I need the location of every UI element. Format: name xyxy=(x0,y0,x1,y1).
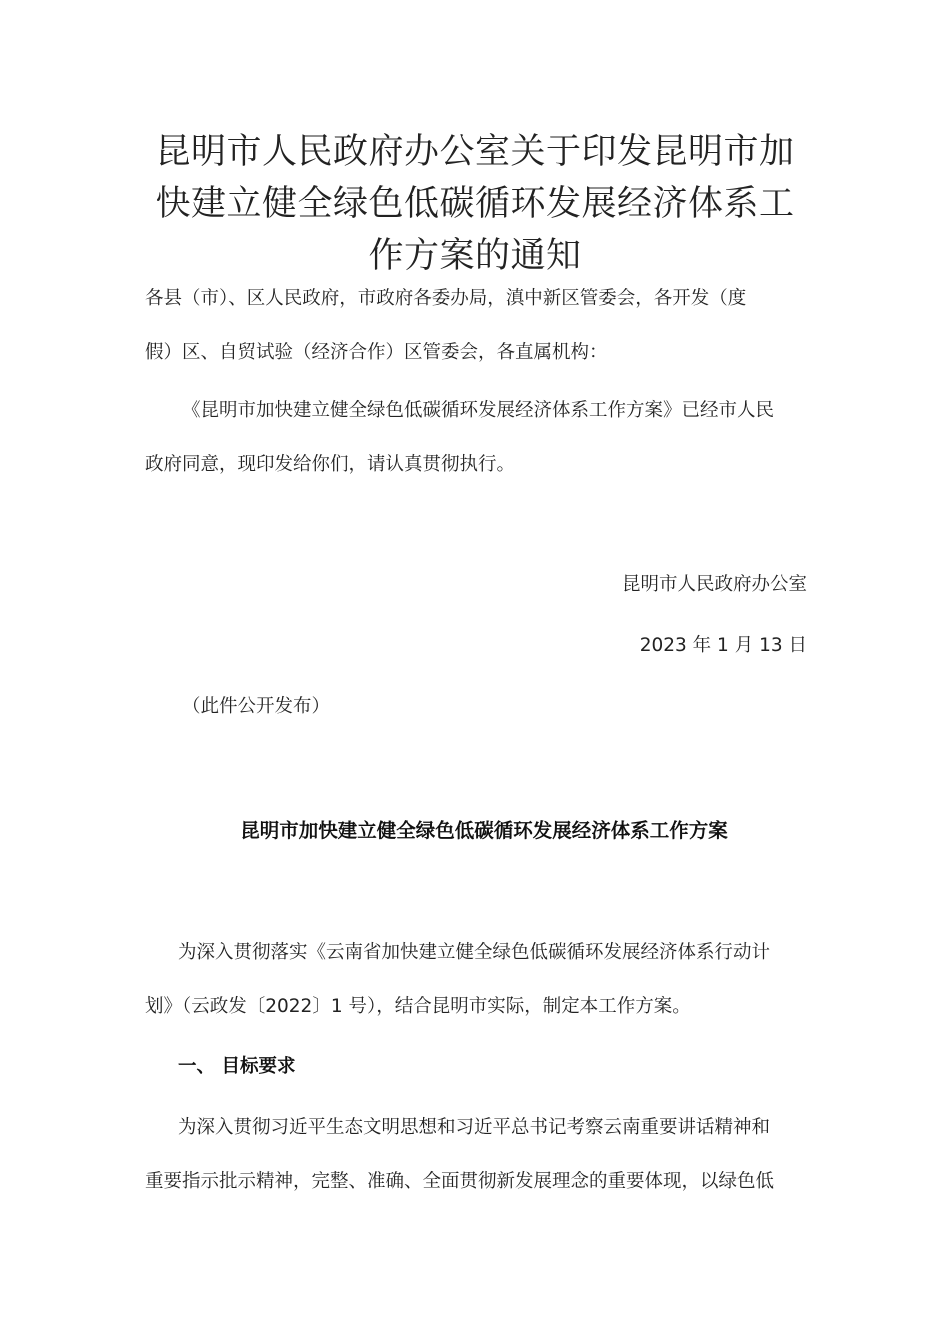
section-one-line: 为深入贯彻习近平生态文明思想和习近平总书记考察云南重要讲话精神和 xyxy=(178,1117,771,1138)
notice-line: 《昆明市加快建立健全绿色低碳循环发展经济体系工作方案》已经市人民 xyxy=(182,400,775,421)
addressee-line: 假）区、自贸试验（经济合作）区管委会，各直属机构： xyxy=(145,342,608,363)
title-line: 昆明市人民政府办公室关于印发昆明市加 xyxy=(155,132,795,172)
title-line: 作方案的通知 xyxy=(368,236,582,276)
document-title xyxy=(140,126,810,282)
section-one-paragraph xyxy=(145,1110,807,1218)
section-heading-goals: 一、 目标要求 xyxy=(178,1056,296,1077)
intro-line: 划》（云政发〔2022〕1 号），结合昆明市实际，制定本工作方案。 xyxy=(145,996,691,1017)
public-release-note: （此件公开发布） xyxy=(182,696,331,717)
section-one-line: 重要指示批示精神，完整、准确、全面贯彻新发展理念的重要体现，以绿色低 xyxy=(145,1171,775,1192)
addressee-line: 各县（市）、区人民政府，市政府各委办局，滇中新区管委会，各开发（度 xyxy=(145,288,747,309)
intro-line: 为深入贯彻落实《云南省加快建立健全绿色低碳循环发展经济体系行动计 xyxy=(178,942,771,963)
intro-paragraph xyxy=(145,935,807,1043)
notice-paragraph xyxy=(145,393,807,501)
issue-date: 2023 年 1 月 13 日 xyxy=(639,635,807,656)
title-line: 快建立健全绿色低碳循环发展经济体系工 xyxy=(155,184,795,224)
issuer-signature: 昆明市人民政府办公室 xyxy=(621,574,807,595)
plan-title: 昆明市加快建立健全绿色低碳循环发展经济体系工作方案 xyxy=(240,819,728,842)
addressee-paragraph xyxy=(145,281,807,389)
notice-line: 政府同意，现印发给你们，请认真贯彻执行。 xyxy=(145,454,516,475)
